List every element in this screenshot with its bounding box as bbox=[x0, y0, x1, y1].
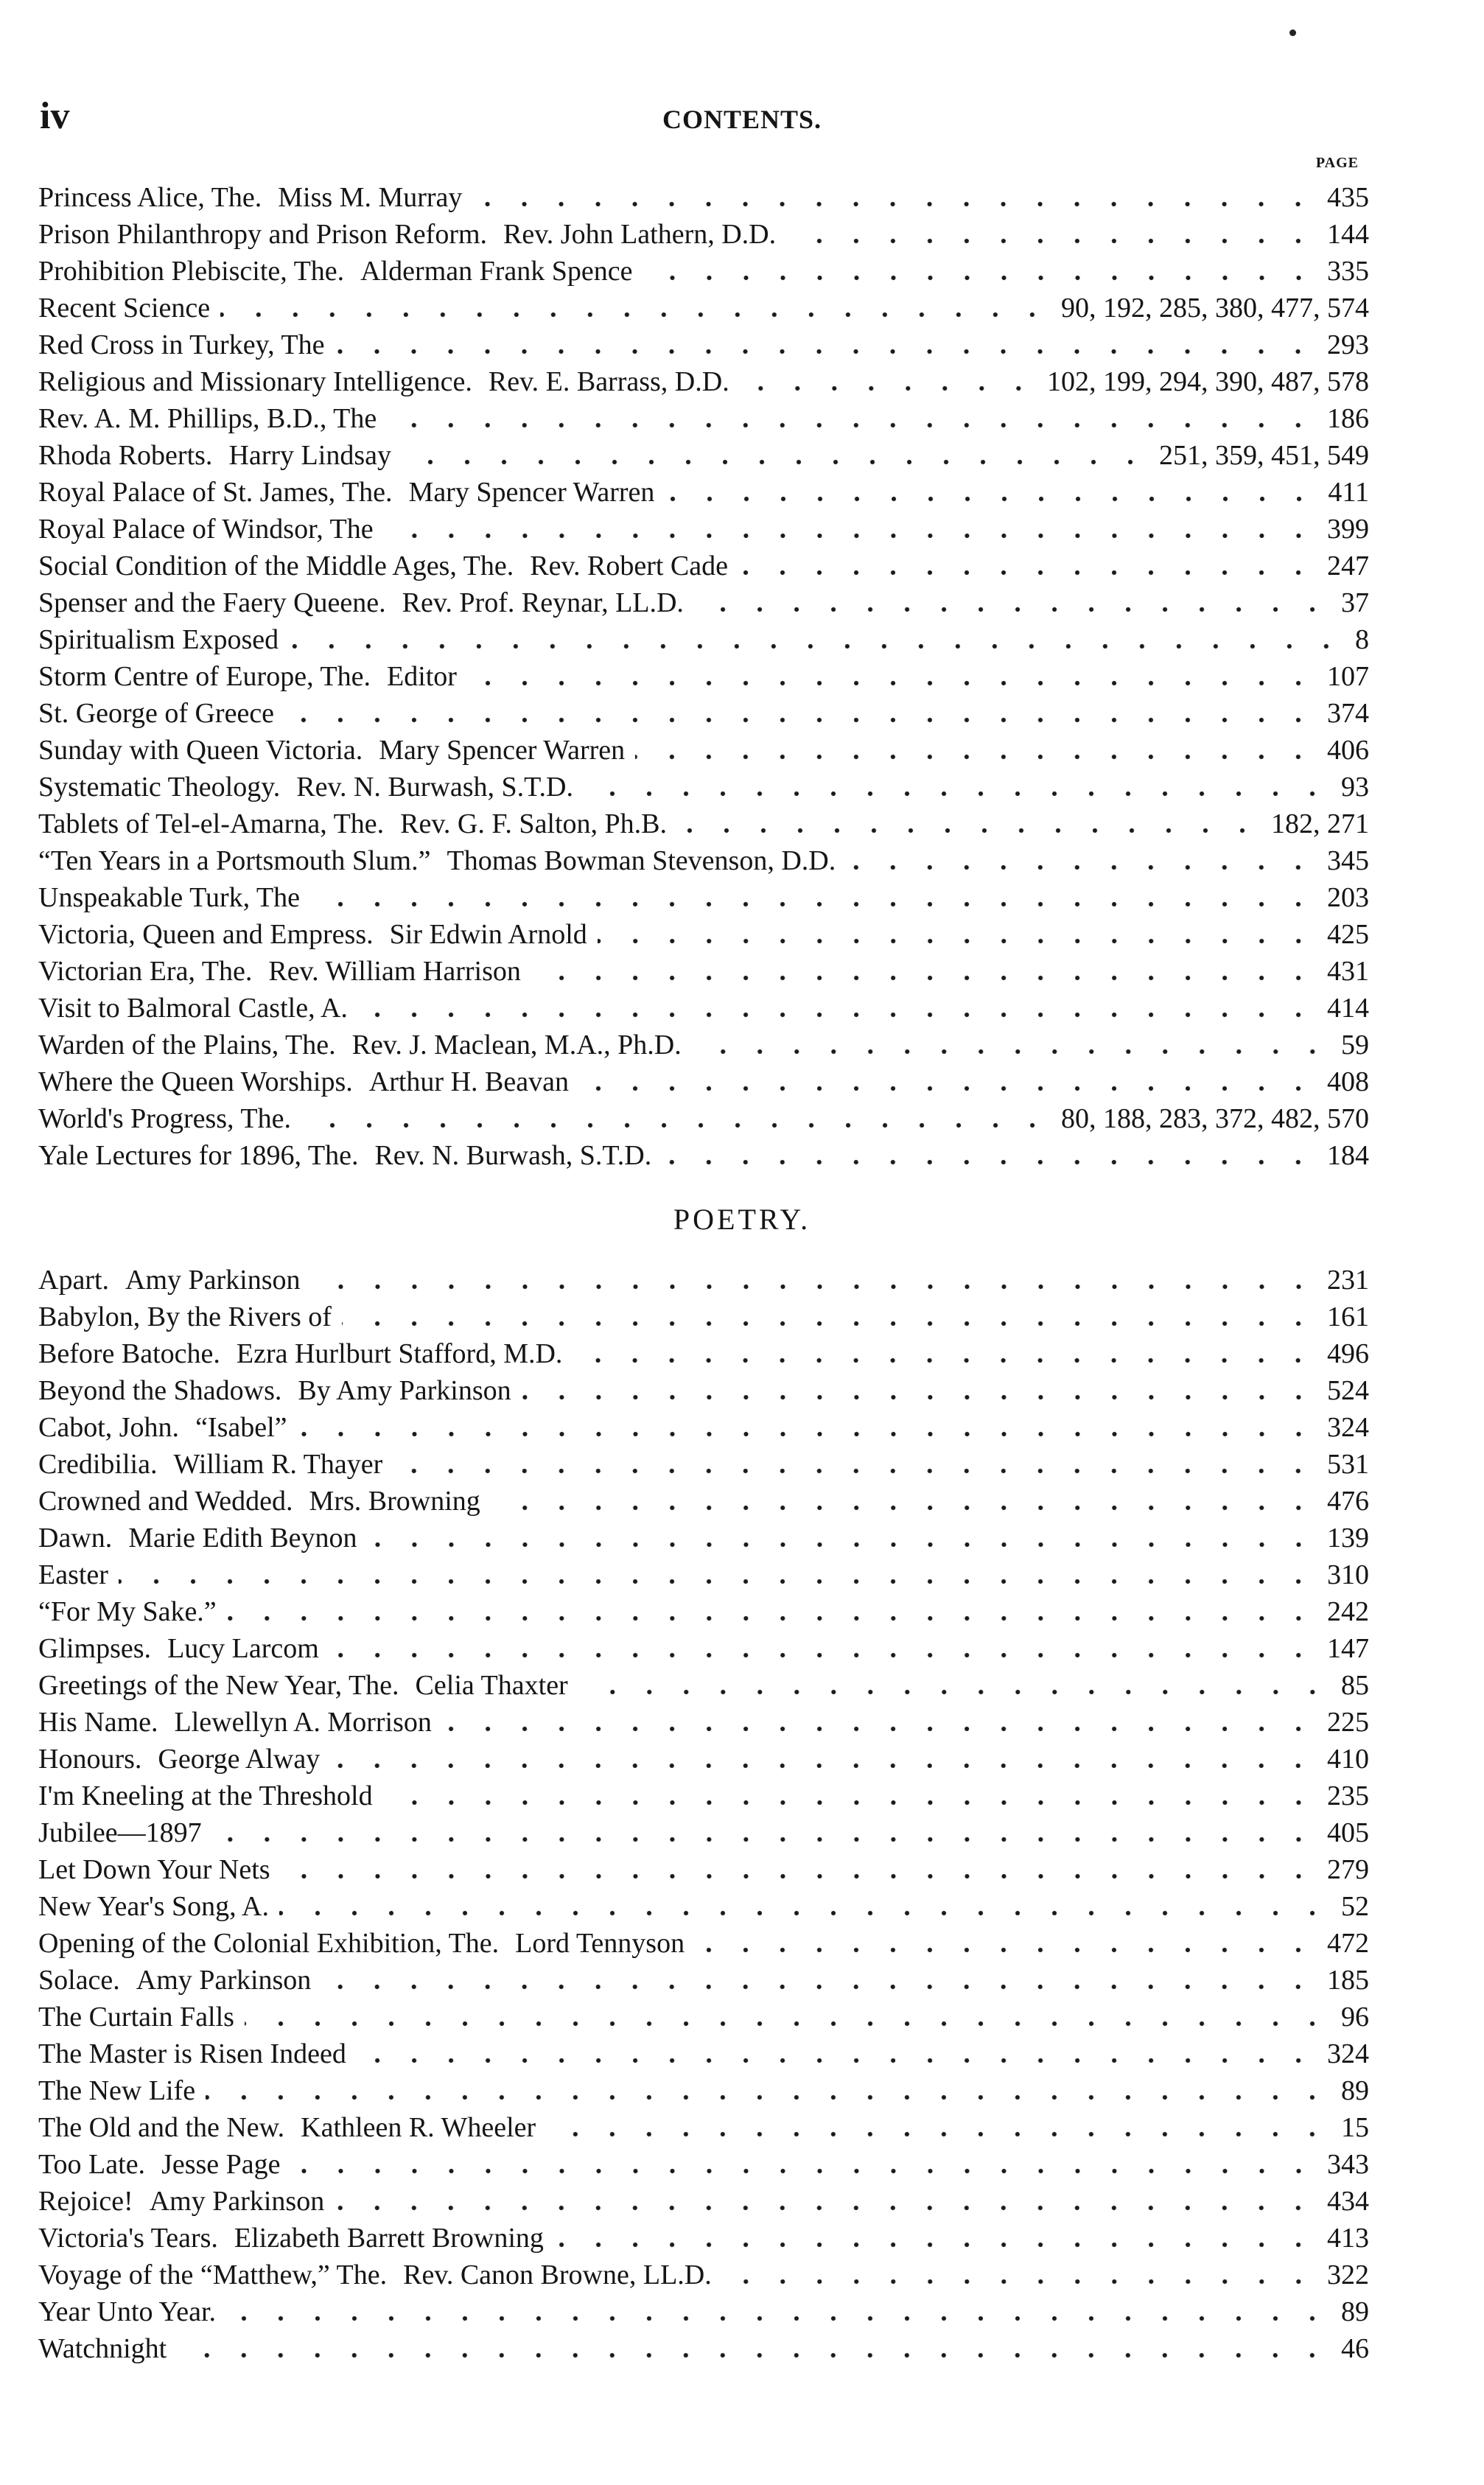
entry-title: His Name. bbox=[38, 1707, 158, 1738]
dot-leader bbox=[472, 179, 1317, 216]
entry-author: Rev. N. Burwash, S.T.D. bbox=[374, 1140, 652, 1171]
entry-title: The New Life bbox=[38, 2075, 196, 2106]
dot-leader bbox=[643, 253, 1317, 290]
entry-page-numbers: 399 bbox=[1327, 514, 1369, 545]
toc-entry bbox=[38, 253, 1369, 290]
dot-leader bbox=[284, 695, 1317, 732]
entry-page-numbers: 410 bbox=[1327, 1744, 1369, 1775]
entry-page-numbers: 434 bbox=[1327, 2186, 1369, 2217]
entry-title: Too Late. bbox=[38, 2149, 146, 2180]
toc-entry bbox=[38, 1063, 1369, 1100]
poetry-contents-list bbox=[38, 1262, 1369, 2367]
ink-speck bbox=[1289, 29, 1296, 36]
dot-leader bbox=[393, 1446, 1317, 1483]
dot-leader bbox=[554, 2220, 1317, 2257]
entry-author: Sir Edwin Arnold bbox=[389, 919, 587, 950]
toc-entry bbox=[38, 1851, 1369, 1888]
entry-page-numbers: 343 bbox=[1327, 2149, 1369, 2180]
toc-entry bbox=[38, 1299, 1369, 1335]
entry-page-numbers: 324 bbox=[1327, 1412, 1369, 1443]
entry-author: Rev. J. Maclean, M.A., Ph.D. bbox=[351, 1030, 682, 1060]
entry-title: Religious and Missionary Intelligence. bbox=[38, 366, 472, 397]
entry-page-numbers: 59 bbox=[1341, 1030, 1369, 1060]
toc-entry bbox=[38, 1741, 1369, 1778]
toc-entry bbox=[38, 990, 1369, 1027]
entry-title: Victorian Era, The. bbox=[38, 956, 253, 987]
toc-entry bbox=[38, 1335, 1369, 1372]
entry-title: Glimpses. bbox=[38, 1633, 152, 1664]
entry-author: Thomas Bowman Stevenson, D.D. bbox=[447, 845, 836, 876]
toc-entry bbox=[38, 1667, 1369, 1704]
dot-leader bbox=[665, 474, 1317, 511]
entry-author: Arthur H. Beavan bbox=[368, 1066, 569, 1097]
entry-page-numbers: 80, 188, 283, 372, 482, 570 bbox=[1061, 1103, 1369, 1134]
entry-page-numbers: 345 bbox=[1327, 845, 1369, 876]
entry-page-numbers: 374 bbox=[1327, 698, 1369, 729]
dot-leader bbox=[738, 548, 1317, 584]
prose-contents-list bbox=[38, 179, 1369, 1174]
entry-author: William R. Thayer bbox=[173, 1449, 383, 1480]
toc-entry bbox=[38, 1262, 1369, 1299]
toc-entry bbox=[38, 769, 1369, 805]
running-title: CONTENTS. bbox=[662, 105, 822, 134]
entry-page-numbers: 107 bbox=[1327, 661, 1369, 692]
toc-entry bbox=[38, 2330, 1369, 2367]
entry-page-numbers: 225 bbox=[1327, 1707, 1369, 1738]
dot-leader bbox=[383, 1778, 1317, 1814]
entry-page-numbers: 85 bbox=[1341, 1670, 1369, 1701]
entry-page-numbers: 324 bbox=[1327, 2038, 1369, 2069]
toc-entry bbox=[38, 290, 1369, 326]
entry-title: Rhoda Roberts. bbox=[38, 440, 213, 471]
dot-leader bbox=[579, 1063, 1317, 1100]
toc-entry bbox=[38, 1962, 1369, 1999]
toc-entry bbox=[38, 879, 1369, 916]
entry-title: Royal Palace of Windsor, The bbox=[38, 514, 374, 545]
toc-entry bbox=[38, 1778, 1369, 1814]
entry-page-numbers: 413 bbox=[1327, 2223, 1369, 2254]
entry-title: I'm Kneeling at the Threshold bbox=[38, 1780, 373, 1811]
entry-page-numbers: 184 bbox=[1327, 1140, 1369, 1171]
entry-page-numbers: 524 bbox=[1327, 1375, 1369, 1406]
toc-entry bbox=[38, 2220, 1369, 2257]
entry-title: Royal Palace of St. James, The. bbox=[38, 477, 393, 508]
entry-title: Victoria, Queen and Empress. bbox=[38, 919, 374, 950]
dot-leader bbox=[335, 326, 1317, 363]
dot-leader bbox=[245, 1999, 1331, 2035]
toc-entry bbox=[38, 1100, 1369, 1137]
dot-leader bbox=[330, 1741, 1317, 1778]
dot-leader bbox=[227, 1593, 1317, 1630]
toc-entry bbox=[38, 1630, 1369, 1667]
entry-title: Let Down Your Nets bbox=[38, 1854, 270, 1885]
toc-entry bbox=[38, 2146, 1369, 2183]
entry-author: Editor bbox=[386, 661, 457, 692]
toc-entry bbox=[38, 1409, 1369, 1446]
entry-title: Rev. A. M. Phillips, B.D., The bbox=[38, 403, 377, 434]
entry-title: Storm Centre of Europe, The. bbox=[38, 661, 371, 692]
toc-entry bbox=[38, 916, 1369, 953]
toc-entry bbox=[38, 1999, 1369, 2035]
entry-page-numbers: 186 bbox=[1327, 403, 1369, 434]
dot-leader bbox=[846, 842, 1317, 879]
entry-page-numbers: 102, 199, 294, 390, 487, 578 bbox=[1047, 366, 1369, 397]
toc-entry bbox=[38, 400, 1369, 437]
dot-leader bbox=[119, 1556, 1317, 1593]
toc-entry bbox=[38, 953, 1369, 990]
toc-entry bbox=[38, 2183, 1369, 2220]
entry-page-numbers: 46 bbox=[1341, 2333, 1369, 2364]
entry-author: George Alway bbox=[158, 1744, 321, 1775]
dot-leader bbox=[329, 1630, 1317, 1667]
entry-page-numbers: 476 bbox=[1327, 1486, 1369, 1517]
entry-page-numbers: 310 bbox=[1327, 1559, 1369, 1590]
poetry-heading: POETRY. bbox=[673, 1203, 811, 1236]
entry-author: “Isabel” bbox=[195, 1412, 287, 1443]
entry-page-numbers: 472 bbox=[1327, 1928, 1369, 1959]
entry-title: Where the Queen Worships. bbox=[38, 1066, 353, 1097]
entry-author: Rev. G. F. Salton, Ph.B. bbox=[400, 808, 668, 839]
toc-entry bbox=[38, 548, 1369, 584]
entry-title: Victoria's Tears. bbox=[38, 2223, 218, 2254]
toc-entry bbox=[38, 621, 1369, 658]
entry-title: World's Progress, The. bbox=[38, 1103, 291, 1134]
entry-author: Lord Tennyson bbox=[515, 1928, 685, 1959]
entry-page-numbers: 279 bbox=[1327, 1854, 1369, 1885]
dot-leader bbox=[291, 2146, 1317, 2183]
entry-title: Opening of the Colonial Exhibition, The. bbox=[38, 1928, 500, 1959]
entry-title: Yale Lectures for 1896, The. bbox=[38, 1140, 359, 1171]
entry-title: The Old and the New. bbox=[38, 2112, 285, 2143]
toc-entry bbox=[38, 216, 1369, 253]
dot-leader bbox=[491, 1483, 1317, 1520]
entry-title: Unspeakable Turk, The bbox=[38, 882, 300, 913]
dot-leader bbox=[226, 2293, 1331, 2330]
dot-leader bbox=[573, 1335, 1317, 1372]
toc-entry bbox=[38, 2257, 1369, 2293]
entry-author: Rev. E. Barrass, D.D. bbox=[488, 366, 729, 397]
dot-leader bbox=[740, 363, 1037, 400]
entry-title: Watchnight bbox=[38, 2333, 167, 2364]
entry-title: Babylon, By the Rivers of bbox=[38, 1301, 332, 1332]
dot-leader bbox=[177, 2330, 1331, 2367]
entry-title: The Master is Risen Indeed bbox=[38, 2038, 346, 2069]
page-column-label: PAGE bbox=[1315, 155, 1359, 171]
entry-title: Beyond the Shadows. bbox=[38, 1375, 282, 1406]
entry-author: Alderman Frank Spence bbox=[360, 256, 633, 287]
toc-entry bbox=[38, 1814, 1369, 1851]
entry-title: Social Condition of the Middle Ages, The. bbox=[38, 551, 514, 581]
dot-leader bbox=[321, 1962, 1317, 1999]
toc-entry bbox=[38, 1446, 1369, 1483]
entry-title: Spenser and the Faery Queene. bbox=[38, 587, 386, 618]
dot-leader bbox=[212, 1814, 1317, 1851]
dot-leader bbox=[635, 732, 1317, 769]
entry-title: Tablets of Tel-el-Amarna, The. bbox=[38, 808, 385, 839]
entry-page-numbers: 52 bbox=[1341, 1891, 1369, 1922]
entry-title: Systematic Theology. bbox=[38, 772, 281, 803]
dot-leader bbox=[279, 1888, 1331, 1925]
dot-leader bbox=[289, 621, 1345, 658]
toc-entry bbox=[38, 511, 1369, 548]
entry-page-numbers: 406 bbox=[1327, 735, 1369, 766]
toc-entry bbox=[38, 1925, 1369, 1962]
entry-author: Rev. Prof. Reynar, LL.D. bbox=[402, 587, 684, 618]
entry-title: “For My Sake.” bbox=[38, 1596, 217, 1627]
entry-title: Solace. bbox=[38, 1965, 120, 1996]
toc-entry bbox=[38, 1593, 1369, 1630]
entry-title: Sunday with Queen Victoria. bbox=[38, 735, 363, 766]
entry-author: Mary Spencer Warren bbox=[408, 477, 655, 508]
entry-author: Mary Spencer Warren bbox=[379, 735, 626, 766]
dot-leader bbox=[301, 1100, 1051, 1137]
toc-entry bbox=[38, 695, 1369, 732]
dot-leader bbox=[786, 216, 1317, 253]
entry-title: Princess Alice, The. bbox=[38, 182, 262, 213]
entry-title: Warden of the Plains, The. bbox=[38, 1030, 336, 1060]
entry-page-numbers: 335 bbox=[1327, 256, 1369, 287]
entry-page-numbers: 182, 271 bbox=[1271, 808, 1369, 839]
entry-author: Amy Parkinson bbox=[136, 1965, 312, 1996]
entry-page-numbers: 435 bbox=[1327, 182, 1369, 213]
dot-leader bbox=[584, 769, 1331, 805]
toc-entry bbox=[38, 437, 1369, 474]
dot-leader bbox=[368, 1520, 1317, 1556]
entry-author: Celia Thaxter bbox=[415, 1670, 568, 1701]
dot-leader bbox=[442, 1704, 1317, 1741]
entry-author: Amy Parkinson bbox=[125, 1265, 301, 1296]
entry-page-numbers: 93 bbox=[1341, 772, 1369, 803]
dot-leader bbox=[722, 2257, 1317, 2293]
entry-page-numbers: 408 bbox=[1327, 1066, 1369, 1097]
dot-leader bbox=[662, 1137, 1317, 1174]
dot-leader bbox=[220, 290, 1051, 326]
entry-page-numbers: 431 bbox=[1327, 956, 1369, 987]
dot-leader bbox=[311, 1262, 1317, 1299]
entry-title: Dawn. bbox=[38, 1523, 113, 1553]
entry-author: Rev. William Harrison bbox=[268, 956, 521, 987]
dot-leader bbox=[546, 2109, 1331, 2146]
toc-entry bbox=[38, 1556, 1369, 1593]
dot-leader bbox=[695, 1925, 1317, 1962]
toc-entry bbox=[38, 584, 1369, 621]
entry-title: Spiritualism Exposed bbox=[38, 624, 279, 655]
entry-title: Crowned and Wedded. bbox=[38, 1486, 293, 1517]
entry-author: Marie Edith Beynon bbox=[128, 1523, 357, 1553]
entry-author: Rev. John Lathern, D.D. bbox=[503, 219, 777, 250]
dot-leader bbox=[531, 953, 1317, 990]
entry-page-numbers: 235 bbox=[1327, 1780, 1369, 1811]
entry-page-numbers: 15 bbox=[1341, 2112, 1369, 2143]
entry-author: Miss M. Murray bbox=[278, 182, 463, 213]
entry-author: Jesse Page bbox=[161, 2149, 281, 2180]
toc-entry bbox=[38, 1027, 1369, 1063]
entry-title: Honours. bbox=[38, 1744, 142, 1775]
dot-leader bbox=[467, 658, 1317, 695]
entry-title: Jubilee—1897 bbox=[38, 1817, 202, 1848]
entry-page-numbers: 425 bbox=[1327, 919, 1369, 950]
entry-title: The Curtain Falls bbox=[38, 2002, 234, 2033]
entry-page-numbers: 231 bbox=[1327, 1265, 1369, 1296]
entry-author: Ezra Hurlburt Stafford, M.D. bbox=[236, 1338, 563, 1369]
toc-entry bbox=[38, 732, 1369, 769]
entry-title: Cabot, John. bbox=[38, 1412, 180, 1443]
entry-author: Rev. N. Burwash, S.T.D. bbox=[296, 772, 573, 803]
entry-title: Voyage of the “Matthew,” The. bbox=[38, 2259, 388, 2290]
entry-page-numbers: 242 bbox=[1327, 1596, 1369, 1627]
entry-author: Harry Lindsay bbox=[228, 440, 391, 471]
entry-title: Apart. bbox=[38, 1265, 110, 1296]
entry-page-numbers: 496 bbox=[1327, 1338, 1369, 1369]
entry-page-numbers: 322 bbox=[1327, 2259, 1369, 2290]
toc-entry bbox=[38, 2293, 1369, 2330]
toc-entry bbox=[38, 1137, 1369, 1174]
entry-title: Greetings of the New Year, The. bbox=[38, 1670, 399, 1701]
entry-page-numbers: 89 bbox=[1341, 2075, 1369, 2106]
dot-leader bbox=[694, 584, 1331, 621]
page-number: iv bbox=[40, 95, 70, 137]
toc-entry bbox=[38, 658, 1369, 695]
toc-entry bbox=[38, 179, 1369, 216]
entry-author: Rev. Robert Cade bbox=[530, 551, 728, 581]
entry-page-numbers: 251, 359, 451, 549 bbox=[1159, 440, 1369, 471]
toc-entry bbox=[38, 842, 1369, 879]
toc-entry bbox=[38, 326, 1369, 363]
entry-author: Amy Parkinson bbox=[149, 2186, 325, 2217]
dot-leader bbox=[310, 879, 1317, 916]
toc-entry bbox=[38, 1704, 1369, 1741]
dot-leader bbox=[578, 1667, 1331, 1704]
entry-page-numbers: 414 bbox=[1327, 993, 1369, 1024]
dot-leader bbox=[206, 2072, 1331, 2109]
entry-author: Elizabeth Barrett Browning bbox=[234, 2223, 544, 2254]
dot-leader bbox=[387, 400, 1317, 437]
toc-entry bbox=[38, 1888, 1369, 1925]
dot-leader bbox=[335, 2183, 1317, 2220]
entry-title: Recent Science bbox=[38, 293, 211, 324]
entry-page-numbers: 144 bbox=[1327, 219, 1369, 250]
entry-page-numbers: 90, 192, 285, 380, 477, 574 bbox=[1061, 293, 1369, 324]
entry-page-numbers: 139 bbox=[1327, 1523, 1369, 1553]
entry-page-numbers: 405 bbox=[1327, 1817, 1369, 1848]
entry-page-numbers: 37 bbox=[1341, 587, 1369, 618]
dot-leader bbox=[384, 511, 1317, 548]
entry-page-numbers: 96 bbox=[1341, 2002, 1369, 2033]
entry-page-numbers: 89 bbox=[1341, 2296, 1369, 2327]
toc-entry bbox=[38, 1520, 1369, 1556]
toc-entry bbox=[38, 805, 1369, 842]
entry-author: Mrs. Browning bbox=[309, 1486, 480, 1517]
dot-leader bbox=[598, 916, 1317, 953]
entry-author: Kathleen R. Wheeler bbox=[301, 2112, 536, 2143]
entry-title: Visit to Balmoral Castle, A. bbox=[38, 993, 348, 1024]
entry-page-numbers: 411 bbox=[1328, 477, 1369, 508]
dot-leader bbox=[692, 1027, 1331, 1063]
entry-title: Credibilia. bbox=[38, 1449, 158, 1480]
dot-leader bbox=[522, 1372, 1317, 1409]
dot-leader bbox=[357, 2035, 1317, 2072]
entry-title: Easter bbox=[38, 1559, 108, 1590]
entry-title: New Year's Song, A. bbox=[38, 1891, 269, 1922]
entry-page-numbers: 8 bbox=[1355, 624, 1369, 655]
entry-author: By Amy Parkinson bbox=[298, 1375, 511, 1406]
dot-leader bbox=[298, 1409, 1317, 1446]
entry-title: Red Cross in Turkey, The bbox=[38, 329, 325, 360]
toc-entry bbox=[38, 1483, 1369, 1520]
entry-title: Prison Philanthropy and Prison Reform. bbox=[38, 219, 488, 250]
toc-entry bbox=[38, 1372, 1369, 1409]
dot-leader bbox=[358, 990, 1317, 1027]
entry-title: “Ten Years in a Portsmouth Slum.” bbox=[38, 845, 431, 876]
entry-page-numbers: 247 bbox=[1327, 551, 1369, 581]
entry-author: Lucy Larcom bbox=[167, 1633, 319, 1664]
toc-entry bbox=[38, 2072, 1369, 2109]
entry-page-numbers: 531 bbox=[1327, 1449, 1369, 1480]
entry-title: Before Batoche. bbox=[38, 1338, 220, 1369]
dot-leader bbox=[402, 437, 1149, 474]
toc-entry bbox=[38, 363, 1369, 400]
dot-leader bbox=[281, 1851, 1317, 1888]
entry-page-numbers: 147 bbox=[1327, 1633, 1369, 1664]
dot-leader bbox=[677, 805, 1261, 842]
entry-author: Llewellyn A. Morrison bbox=[174, 1707, 432, 1738]
entry-title: Prohibition Plebiscite, The. bbox=[38, 256, 345, 287]
entry-title: Rejoice! bbox=[38, 2186, 133, 2217]
toc-entry bbox=[38, 474, 1369, 511]
entry-title: Year Unto Year. bbox=[38, 2296, 217, 2327]
entry-page-numbers: 185 bbox=[1327, 1965, 1369, 1996]
entry-page-numbers: 203 bbox=[1327, 882, 1369, 913]
dot-leader bbox=[342, 1299, 1317, 1335]
toc-entry bbox=[38, 2035, 1369, 2072]
toc-entry bbox=[38, 2109, 1369, 2146]
entry-page-numbers: 161 bbox=[1327, 1301, 1369, 1332]
entry-page-numbers: 293 bbox=[1327, 329, 1369, 360]
entry-title: St. George of Greece bbox=[38, 698, 275, 729]
entry-author: Rev. Canon Browne, LL.D. bbox=[403, 2259, 712, 2290]
